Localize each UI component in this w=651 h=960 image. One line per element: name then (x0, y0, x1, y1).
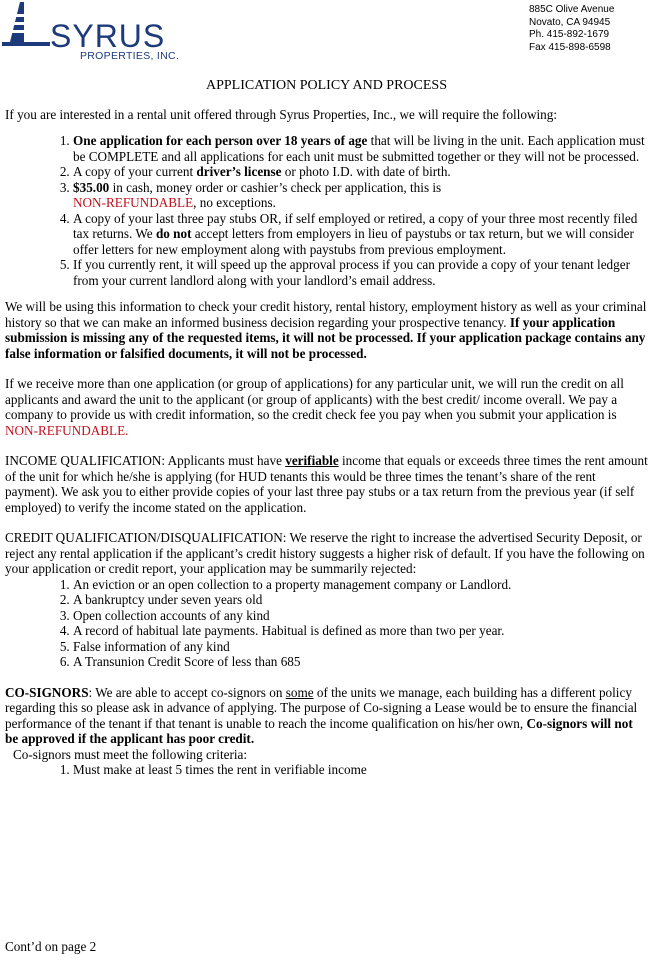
fax-line: Fax 415-898-6598 (529, 41, 611, 53)
list-item: 3. Open collection accounts of any kind (73, 608, 648, 624)
logo-subtitle: PROPERTIES, INC. (80, 50, 180, 62)
address-line: 885C Olive Avenue (529, 4, 615, 15)
disqualification-list (5, 577, 648, 670)
credit-history-paragraph: We will be using this information to check your credit history, rental history, employment history as well as your criminal history so that we can make an informed business decision regarding your prospective tenancy. If your application submission is missing any of the requested items, it will not be processed. If your application package contains any false information or falsified documents, it will not be processed. (5, 299, 647, 361)
section-heading: CO-SIGNORS (5, 684, 89, 700)
list-item: 5. If you currently rent, it will speed up the approval process if you can provide a copy of your tenant ledger from your current landlord along with your landlord’s email address. (73, 257, 648, 288)
section-heading: INCOME QUALIFICATION: (5, 453, 166, 468)
credit-qualification-paragraph: CREDIT QUALIFICATION/DISQUALIFICATION: We reserve the right to increase the advertised Security Deposit, or reject any rental application if the applicant’s credit history suggests a higher risk of default. If you have the following on your application or credit report, your application may be summarily rejected: (5, 530, 645, 576)
document-body (5, 78, 648, 778)
page-title: APPLICATION POLICY AND PROCESS (205, 78, 448, 93)
list-item: 3. $35.00 in cash, money order or cashier’s check per application, this is NON-REFUNDABLE, no exceptions. (73, 180, 648, 211)
syrus-logo (2, 2, 192, 62)
co-signors-criteria: Co-signors must meet the following criteria: (13, 746, 248, 762)
multiple-applications-paragraph: If we receive more than one application (or group of applications) for any particular unit, we will run the credit on all applicants and award the unit to the applicant (or group of applicants) with the best credit/ income overall. We pay a company to provide us with credit information, so the credit check fee you pay when you submit your application is NON-REFUNDABLE. (5, 376, 624, 438)
list-item: 1. One application for each person over 18 years of age that will be living in the unit. Each application must be COMPLETE and all applications for each unit must be submitted together or they will not be processed. (73, 133, 648, 164)
list-item: 5. False information of any kind (73, 639, 648, 655)
list-item: 1. An eviction or an open collection to a property management company or Landlord. (73, 577, 648, 593)
phone-line: Ph. 415-892-1679 (529, 29, 610, 40)
intro-paragraph: If you are interested in a rental unit offered through Syrus Properties, Inc., we will require the following: (5, 106, 558, 122)
list-item: 2. A copy of your current driver’s license or photo I.D. with date of birth. (73, 164, 648, 180)
continued-note: Cont’d on page 2 (5, 939, 97, 954)
list-item: 4. A record of habitual late payments. Habitual is defined as more than two per year. (73, 623, 648, 639)
logo-stripes-icon (2, 2, 54, 52)
list-item: 4. A copy of your last three pay stubs OR, if self employed or retired, a copy of your three most recently filed tax returns. We do not accept letters from employers in lieu of paystubs or tax return, but we will consider offer letters for new employment along with paystubs from previous employment. (73, 211, 648, 258)
section-heading: CREDIT QUALIFICATION/DISQUALIFICATION: (5, 530, 287, 545)
requirements-list (5, 133, 648, 288)
list-item: 6. A Transunion Credit Score of less than 685 (73, 654, 648, 670)
co-signors-paragraph: CO-SIGNORS: We are able to accept co-signors on some of the units we manage, each building has a different policy regarding this so please ask in advance of applying. The purpose of Co-signing a Lease would be to ensure the financial performance of the tenant if that tenant is unable to reach the income qualification on his/her own, Co-signors will not be approved if the applicant has poor credit. (5, 684, 638, 746)
address-line: Novato, CA 94945 (529, 16, 611, 28)
list-item: 1. Must make at least 5 times the rent in verifiable income (73, 762, 648, 778)
logo-wordmark: SYRUS (50, 18, 166, 54)
co-signor-criteria-list (5, 762, 648, 778)
address-block (529, 4, 614, 54)
income-qualification-paragraph: INCOME QUALIFICATION: Applicants must have verifiable income that equals or exceeds three times the rent amount of the unit for which he/she is applying (for HUD tenants this would be three times the tenant’s share of the rent payment). We ask you to either provide copies of your last three pay stubs or a tax return from the previous year (if self employed) to verify the income stated on the application. (5, 453, 648, 515)
list-item: 2. A bankruptcy under seven years old (73, 592, 648, 608)
